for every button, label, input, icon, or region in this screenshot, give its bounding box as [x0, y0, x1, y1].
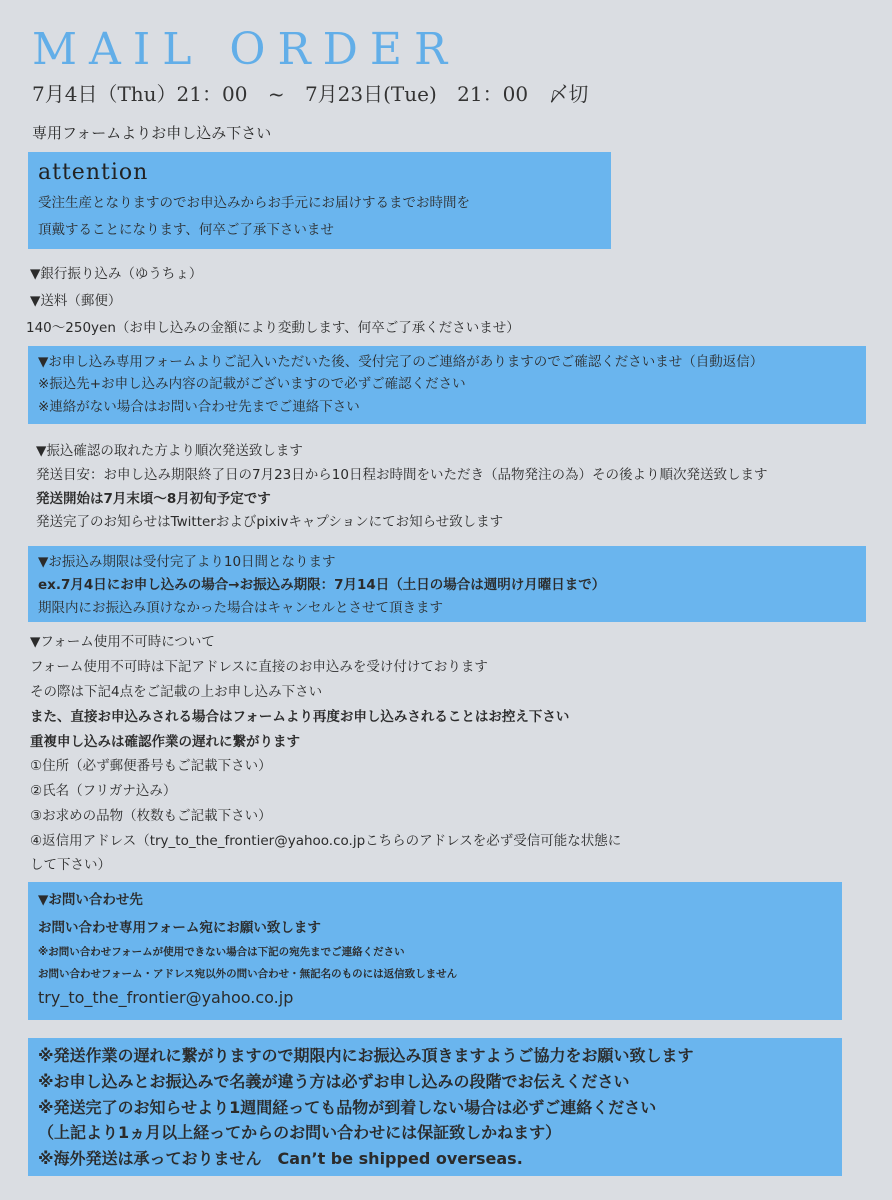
contact-email: try_to_the_frontier@yahoo.co.jp	[38, 988, 294, 1007]
attention-title: attention	[38, 160, 149, 185]
payment-deadline-box	[28, 546, 866, 622]
order-period	[32, 80, 602, 108]
form-unavailable-line: ③お求めの品物（枚数もご記載下さい）	[30, 808, 272, 824]
form-unavailable-line: ▼フォーム使用不可時について	[30, 634, 215, 650]
period-close-label: 〆切	[548, 82, 589, 106]
form-notice-box	[28, 346, 866, 424]
form-unavailable-line: して下さい）	[30, 857, 111, 873]
attention-line: 受注生産となりますのでお申込みからお手元にお届けするまでお時間を	[38, 195, 470, 211]
attention-line: 頂戴することになります、何卒ご了承下さいませ	[38, 222, 334, 238]
final-note: ※お申し込みとお振込みで名義が違う方は必ずお申し込みの段階でお伝えください	[38, 1072, 630, 1091]
form-unavailable-line: その際は下記4点をご記載の上お申し込み下さい	[30, 684, 323, 700]
final-note: ※発送完了のお知らせより1週間経っても品物が到着しない場合は必ずご連絡ください	[38, 1098, 657, 1117]
period-end-time: 21：00	[457, 82, 529, 106]
period-start: 7月4日（Thu）21：00	[32, 82, 248, 106]
final-note: （上記より1ヵ月以上経ってからのお問い合わせには保証致しかねます）	[38, 1123, 562, 1142]
shipping-info-line: 発送目安：お申し込み期限終了日の7月23日から10日程お時間をいただき（品物発注の為）その後より順次発送致します	[36, 467, 768, 483]
form-unavailable-line: フォーム使用不可時は下記アドレスに直接のお申込みを受け付けております	[30, 659, 488, 675]
period-separator: ~	[267, 82, 285, 106]
shipping-info-line: 発送完了のお知らせはTwitterおよびpixivキャプションにてお知らせ致します	[36, 514, 504, 530]
shipping-info-line: ▼振込確認の取れた方より順次発送致します	[36, 443, 303, 459]
form-unavailable-line: また、直接お申込みされる場合はフォームより再度お申し込みされることはお控え下さい	[30, 709, 570, 725]
subtitle: 専用フォームよりお申し込み下さい	[32, 124, 272, 142]
form-unavailable-line: ④返信用アドレス（try_to_the_frontier@yahoo.co.jpこちらのアドレスを必ず受信可能な状態に	[30, 833, 622, 849]
payment-method: ▼銀行振り込み（ゆうちょ）	[30, 266, 203, 282]
attention-box	[28, 152, 611, 249]
contact-line: お問い合わせ専用フォーム宛にお願い致します	[38, 920, 321, 936]
shipping-fee: 140～250yen（お申し込みの金額により変動します、何卒ご了承くださいませ）	[26, 320, 520, 336]
contact-box	[28, 882, 842, 1020]
shipping-info-line: 発送開始は7月末頃～8月初旬予定です	[36, 491, 271, 507]
page-title: MAIL ORDER	[32, 24, 460, 75]
contact-note: ※お問い合わせフォームが使用できない場合は下記の宛先までご連絡ください	[38, 946, 405, 958]
contact-heading: ▼お問い合わせ先	[38, 892, 143, 908]
notice-line: ※振込先+お申し込み内容の記載がございますので必ずご確認ください	[38, 376, 466, 392]
form-unavailable-line: ①住所（必ず郵便番号もご記載下さい）	[30, 758, 272, 774]
final-note: ※発送作業の遅れに繋がりますので期限内にお振込み頂きますようご協力をお願い致します	[38, 1046, 694, 1065]
notice-line: ▼お振込み期限は受付完了より10日間となります	[38, 554, 336, 570]
notice-line: ex.7月4日にお申し込みの場合→お振込み期限：7月14日（土日の場合は週明け月曜日まで）	[38, 577, 606, 593]
notice-line: 期限内にお振込み頂けなかった場合はキャンセルとさせて頂きます	[38, 600, 443, 616]
final-notes-box	[28, 1038, 842, 1176]
form-unavailable-line: 重複申し込みは確認作業の遅れに繋がります	[30, 734, 300, 750]
notice-line: ※連絡がない場合はお問い合わせ先までご連絡下さい	[38, 399, 360, 415]
notice-line: ▼お申し込み専用フォームよりご記入いただいた後、受付完了のご連絡がありますのでご確認くださいませ（自動返信）	[38, 354, 764, 370]
final-note: ※海外発送は承っておりません Can’t be shipped overseas.	[38, 1149, 523, 1168]
contact-note: お問い合わせフォーム・アドレス宛以外の問い合わせ・無記名のものには返信致しません	[38, 968, 458, 980]
form-unavailable-line: ②氏名（フリガナ込み）	[30, 783, 177, 799]
shipping-heading: ▼送料（郵便）	[30, 293, 122, 309]
period-end: 7月23日(Tue)	[304, 82, 437, 106]
